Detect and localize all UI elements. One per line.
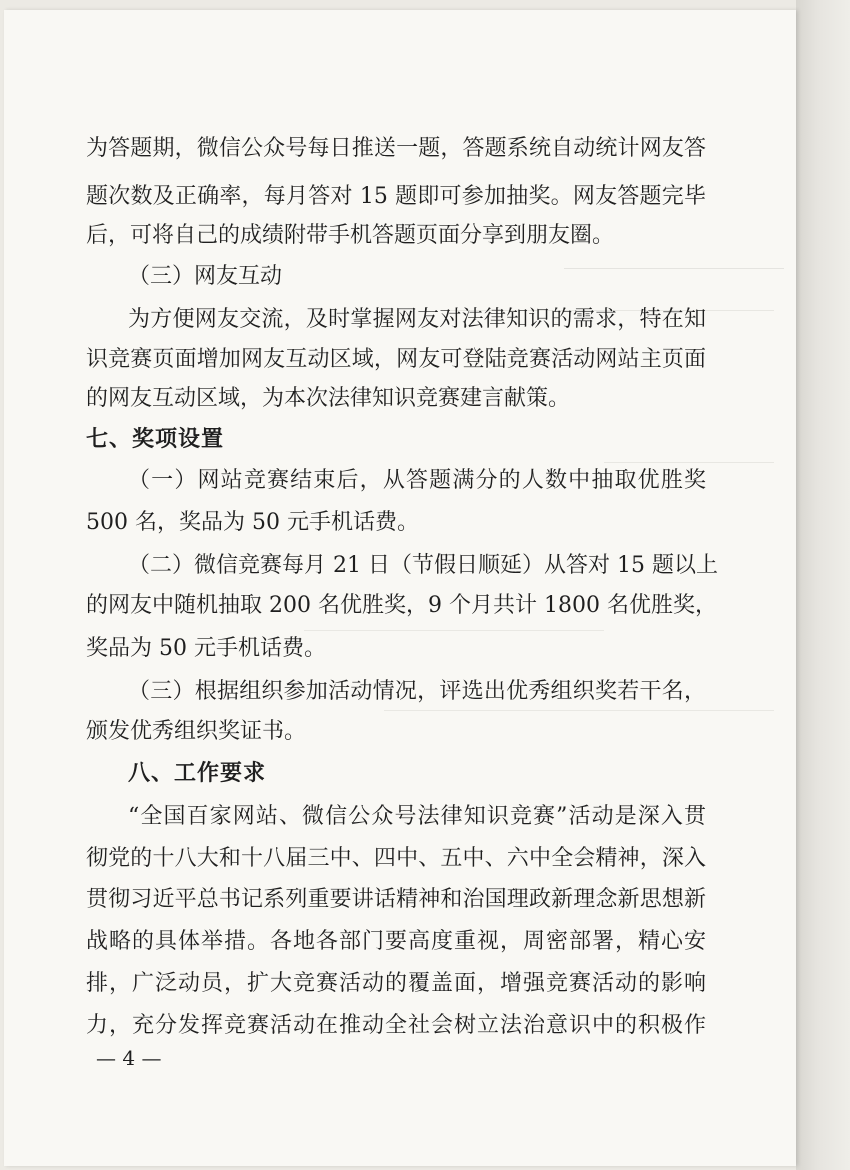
text-line: 战略的具体举措。各地各部门要高度重视，周密部署，精心安 [86,929,706,954]
text-line: 为答题期，微信公众号每日推送一题，答题系统自动统计网友答 [86,136,706,161]
text-line: 识竞赛页面增加网友互动区域，网友可登陆竞赛活动网站主页面 [86,347,706,372]
text-line: 为方便网友交流，及时掌握网友对法律知识的需求，特在知 [128,307,706,332]
text-line: “全国百家网站、微信公众号法律知识竞赛”活动是深入贯 [128,804,706,829]
text-line: 贯彻习近平总书记系列重要讲话精神和治国理政新理念新思想新 [86,887,706,912]
text-line: （二）微信竞赛每月 21 日（节假日顺延）从答对 15 题以上 [128,553,718,578]
page-number: — 4 — [96,1046,162,1070]
text-line: 颁发优秀组织奖证书。 [86,719,307,744]
text-line: 彻党的十八大和十八届三中、四中、五中、六中全会精神，深入 [86,846,706,871]
text-line: （一）网站竞赛结束后，从答题满分的人数中抽取优胜奖 [128,468,706,493]
section-heading: 八、工作要求 [128,761,267,786]
text-line: 500 名，奖品为 50 元手机话费。 [86,510,419,535]
subsection-heading: （三）网友互动 [128,264,283,289]
text-line: 力，充分发挥竞赛活动在推动全社会树立法治意识中的积极作 [86,1013,706,1038]
text-line: 的网友中随机抽取 200 名优胜奖，9 个月共计 1800 名优胜奖， [86,593,717,618]
text-line: 的网友互动区域，为本次法律知识竞赛建言献策。 [86,386,571,411]
section-heading: 七、奖项设置 [86,427,225,452]
bleed-through-mark [564,268,784,283]
text-line: 排，广泛动员，扩大竞赛活动的覆盖面，增强竞赛活动的影响 [86,971,706,996]
text-line: 题次数及正确率，每月答对 15 题即可参加抽奖。网友答题完毕 [86,184,706,209]
scan-shadow [796,0,850,1170]
text-line: 奖品为 50 元手机话费。 [86,636,326,661]
text-line: 后，可将自己的成绩附带手机答题页面分享到朋友圈。 [86,223,615,248]
text-line: （三）根据组织参加活动情况，评选出优秀组织奖若干名， [128,679,706,704]
